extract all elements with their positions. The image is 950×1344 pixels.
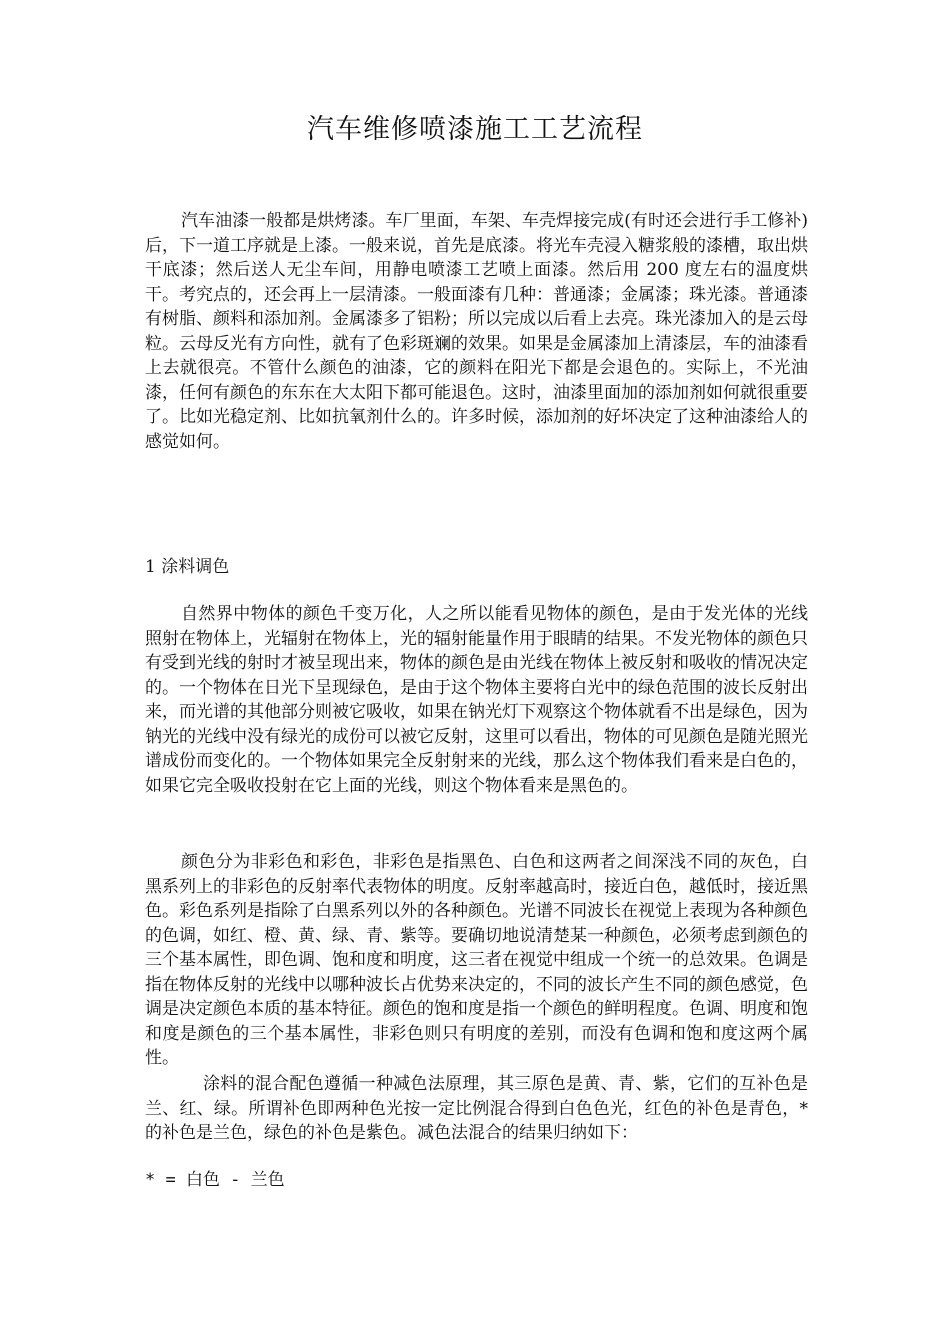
body-paragraph-2: 颜色分为非彩色和彩色，非彩色是指黑色、白色和这两者之间深浅不同的灰色，白黑系列上的非彩色的反射率代表物体的明度。反射率越高时，接近白色，越低时，接近黑色。彩色系列是指除了白黑系列以外的各种颜色。光谱不同波长在视觉上表现为各种颜色的色调，如红、橙、黄、绿、青、紫等。要确切地说清楚某一种颜色，必须考虑到颜色的三个基本属性，即色调、饱和度和明度，这三者在视觉中组成一个统一的总效果。色调是指在物体反射的光线中以哪种波长占优势来决定的，不同的波长产生不同的颜色感觉，色调是决定颜色本质的基本特征。颜色的饱和度是指一个颜色的鲜明程度。色调、明度和饱和度是颜色的三个基本属性，非彩色则只有明度的差别，而没有色调和饱和度这两个属性。: [145, 852, 808, 1068]
body-paragraph-3: 涂料的混合配色遵循一种减色法原理，其三原色是黄、青、紫，它们的互补色是兰、红、绿。所谓补色即两种色光按一定比例混合得到白色色光，红色的补色是青色，*的补色是兰色，绿色的补色是紫色。减色法混合的结果归纳如下：: [145, 1074, 808, 1143]
section-heading: 1 涂料调色: [145, 557, 230, 577]
intro-paragraph: 汽车油漆一般都是烘烤漆。车厂里面，车架、车壳焊接完成(有时还会进行手工修补)后，下一道工序就是上漆。一般来说，首先是底漆。将光车壳浸入糖浆般的漆槽，取出烘干底漆；然后送人无尘车间，用静电喷漆工艺喷上面漆。然后用 200 度左右的温度烘干。考究点的，还会再上一层清漆。一般面漆有几种：普通漆；金属漆；珠光漆。普通漆有树脂、颜料和添加剂。金属漆多了铝粉；所以完成以后看上去亮。珠光漆加入的是云母粒。云母反光有方向性，就有了色彩斑斓的效果。如果是金属漆加上清漆层，车的油漆看上去就很亮。不管什么颜色的油漆，它的颜料在阳光下都是会退色的。实际上，不光油漆，任何有颜色的东东在大太阳下都可能退色。这时，油漆里面加的添加剂如何就很重要了。比如光稳定剂、比如抗氧剂什么的。许多时候，添加剂的好坏决定了这种油漆给人的感觉如何。: [145, 211, 808, 452]
document-title: 汽车维修喷漆施工工艺流程: [307, 114, 643, 145]
color-formula: * = 白色 - 兰色: [145, 1170, 285, 1190]
body-paragraph-1: 自然界中物体的颜色千变万化，人之所以能看见物体的颜色，是由于发光体的光线照射在物体上，光辐射在物体上，光的辐射能量作用于眼睛的结果。不发光物体的颜色只有受到光线的射时才被呈现出来，物体的颜色是由光线在物体上被反射和吸收的情况决定的。一个物体在日光下呈现绿色，是由于这个物体主要将白光中的绿色范围的波长反射出来，而光谱的其他部分则被它吸收，如果在钠光灯下观察这个物体就看不出是绿色，因为钠光的光线中没有绿光的成份可以被它反射，这里可以看出，物体的可见颜色是随光照光谱成份而变化的。一个物体如果完全反射射来的光线，那么这个物体我们看来是白色的，如果它完全吸收投射在它上面的光线，则这个物体看来是黑色的。: [145, 604, 808, 796]
